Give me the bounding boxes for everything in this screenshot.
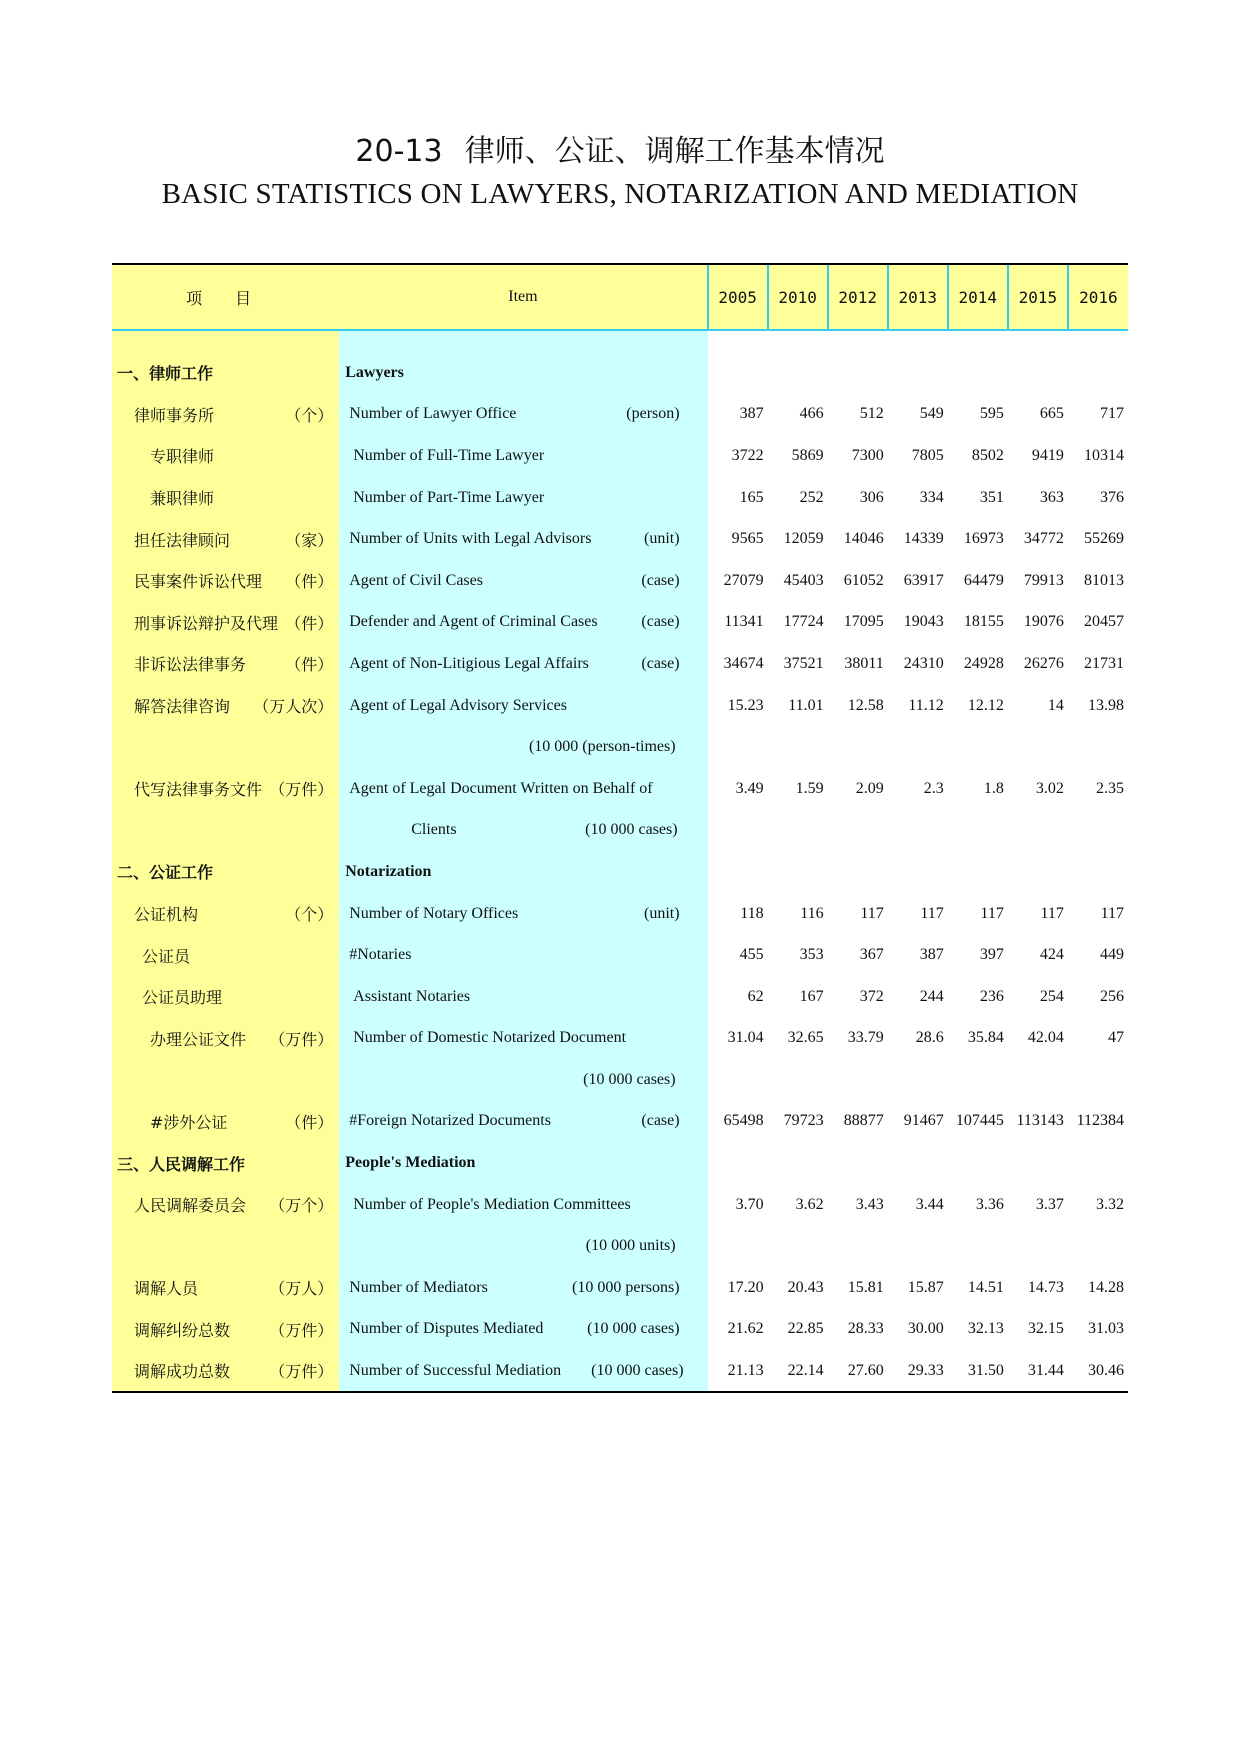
cell-value: 79913 (1023, 571, 1064, 589)
cell-value: 449 (1100, 946, 1124, 964)
row-unit-en: (10 000 units) (585, 1237, 676, 1255)
row-label-en: Agent of Non-Litigious Legal Affairs (349, 654, 589, 672)
title-cn-text: 律师、公证、调解工作基本情况 (464, 134, 885, 169)
cell-value: 24928 (963, 654, 1004, 672)
header-year: 2013 (888, 264, 948, 330)
row-unit-en: (10 000 cases) (591, 1361, 684, 1379)
row-label-cn: 解答法律咨询 (134, 697, 231, 717)
cell-value: 12059 (783, 530, 824, 548)
row-label-en: Number of Notary Offices (349, 904, 519, 922)
cell-value: 3.62 (795, 1195, 824, 1213)
cell-value: 16973 (963, 530, 1004, 548)
cell-value: 62 (747, 987, 764, 1005)
cell-value: 665 (1039, 405, 1064, 423)
cell-value: 65498 (723, 1112, 764, 1130)
cell-value: 252 (799, 488, 824, 506)
table-header (112, 264, 1128, 330)
cell-value: 3.43 (855, 1195, 884, 1213)
table-row (112, 685, 1128, 727)
cell-value: 5869 (791, 446, 824, 464)
cell-value: 19043 (903, 613, 944, 631)
cell-value: 32.13 (967, 1320, 1004, 1338)
table-row (112, 477, 1128, 519)
cell-value: 1.8 (983, 779, 1004, 797)
cell-value: 21.13 (708, 1350, 768, 1392)
table-row (112, 435, 1128, 477)
header-year: 2015 (1008, 264, 1068, 330)
cell-value: 236 (979, 987, 1004, 1005)
cell-value: 244 (919, 987, 944, 1005)
table-row-continuation (112, 810, 1128, 852)
section-title-en: Lawyers (339, 352, 707, 394)
cell-value: 1.59 (795, 779, 824, 797)
row-label-en: Agent of Legal Document Written on Behalf of (349, 779, 653, 797)
cell-value: 34772 (1023, 530, 1064, 548)
row-label-en: Assistant Notaries (353, 987, 471, 1005)
row-label-cn: 代写法律事务文件 (134, 780, 263, 800)
row-label-cn: 公证机构 (134, 905, 199, 925)
cell-value: 22.85 (787, 1320, 824, 1338)
table-row-continuation (112, 1225, 1128, 1267)
header-year: 2016 (1068, 264, 1128, 330)
cell-value: 38011 (844, 654, 884, 672)
cell-value: 14.51 (967, 1278, 1004, 1296)
header-item-cn: 项 目 (112, 264, 339, 330)
cell-value: 165 (739, 488, 764, 506)
cell-value: 10314 (1084, 446, 1124, 464)
row-label-cn: 律师事务所 (134, 405, 215, 425)
cell-value: 31.50 (948, 1350, 1008, 1392)
row-label-en: Agent of Legal Advisory Services (349, 696, 567, 714)
table-row (112, 768, 1128, 810)
table-row (112, 643, 1128, 685)
page-title-en: BASIC STATISTICS ON LAWYERS, NOTARIZATION AND MEDIATION (161, 178, 1079, 210)
row-unit-en: (case) (641, 1112, 680, 1130)
row-label-en: Number of Disputes Mediated (349, 1320, 544, 1338)
row-label-cn: 专职律师 (150, 447, 215, 467)
cell-value: 376 (1100, 488, 1124, 506)
row-label-en-line2: Clients (411, 821, 457, 839)
row-label-en: Number of Units with Legal Advisors (349, 530, 592, 548)
row-label-cn: 公证员 (142, 946, 191, 966)
cell-value: 7300 (851, 446, 884, 464)
cell-value: 9419 (1031, 446, 1064, 464)
cell-value: 112384 (1076, 1112, 1124, 1130)
table-row (112, 1267, 1128, 1309)
section-title-cn: 一、律师工作 (112, 352, 339, 394)
cell-value: 28.33 (847, 1320, 884, 1338)
cell-value: 42.04 (1027, 1029, 1064, 1047)
cell-value: 31.03 (1088, 1320, 1124, 1338)
cell-value: 256 (1100, 987, 1124, 1005)
cell-value: 63917 (903, 571, 944, 589)
row-label-en: Defender and Agent of Criminal Cases (349, 613, 598, 631)
row-unit-cn: （家） (285, 530, 334, 550)
row-label-en: Agent of Civil Cases (349, 571, 483, 589)
cell-value: 3722 (731, 446, 764, 464)
row-unit-en: (unit) (644, 530, 680, 548)
row-unit-en: (10 000 cases) (585, 821, 678, 839)
row-unit-en: (person) (626, 405, 680, 423)
row-unit-en: (10 000 cases) (587, 1320, 680, 1338)
header-year: 2014 (948, 264, 1008, 330)
cell-value: 363 (1039, 488, 1064, 506)
row-label-cn: 调解成功总数 (134, 1362, 231, 1382)
row-unit-cn: （个） (285, 905, 334, 925)
cell-value: 13.98 (1088, 696, 1124, 714)
cell-value: 32.65 (787, 1029, 824, 1047)
section-row-lawyers (112, 352, 1128, 394)
cell-value: 107445 (955, 1112, 1004, 1130)
row-label-cn: 人民调解委员会 (134, 1196, 247, 1216)
row-label-en: Number of Mediators (349, 1278, 488, 1296)
row-label-cn: 非诉讼法律事务 (134, 655, 247, 675)
cell-value: 512 (859, 405, 884, 423)
cell-value: 117 (860, 904, 884, 922)
cell-value: 113143 (1016, 1112, 1064, 1130)
cell-value: 20.43 (787, 1278, 824, 1296)
row-unit-en: (case) (641, 571, 680, 589)
row-unit-en: (10 000 cases) (583, 1070, 676, 1088)
cell-value: 64479 (963, 571, 1004, 589)
cell-value: 397 (979, 946, 1004, 964)
cell-value: 2.35 (1096, 779, 1124, 797)
row-label-cn: 公证员助理 (142, 988, 223, 1008)
section-title-cn: 三、人民调解工作 (112, 1142, 339, 1184)
cell-value: 31.44 (1008, 1350, 1068, 1392)
table-row (112, 1101, 1128, 1143)
cell-value: 351 (979, 488, 1004, 506)
cell-value: 3.49 (735, 779, 764, 797)
cell-value: 118 (740, 904, 764, 922)
cell-value: 33.79 (847, 1029, 884, 1047)
cell-value: 27079 (723, 571, 764, 589)
cell-value: 387 (739, 405, 764, 423)
cell-value: 3.44 (915, 1195, 944, 1213)
section-row-mediation (112, 1142, 1128, 1184)
cell-value: 367 (859, 946, 884, 964)
table-row (112, 1309, 1128, 1351)
row-label-en: Number of Full-Time Lawyer (353, 446, 545, 464)
table-row-continuation (112, 1059, 1128, 1101)
cell-value: 595 (979, 405, 1004, 423)
table-row (112, 1350, 1128, 1392)
row-unit-cn: （万件） (269, 780, 334, 800)
table-row (112, 1184, 1128, 1226)
cell-value: 18155 (963, 613, 1004, 631)
table-body (112, 330, 1128, 1392)
row-unit-en: (unit) (644, 904, 680, 922)
table-row (112, 602, 1128, 644)
row-unit-cn: （万件） (269, 1362, 334, 1382)
cell-value: 306 (859, 488, 884, 506)
row-unit-cn: （万人次） (253, 697, 334, 717)
cell-value: 35.84 (967, 1029, 1004, 1047)
section-title-en: People's Mediation (339, 1142, 707, 1184)
cell-value: 11.12 (908, 696, 944, 714)
row-label-en: Number of Part-Time Lawyer (353, 488, 545, 506)
cell-value: 117 (920, 904, 944, 922)
section-title-en: Notarization (339, 851, 707, 893)
row-unit-en: (case) (641, 613, 680, 631)
table-row (112, 560, 1128, 602)
cell-value: 3.70 (735, 1195, 764, 1213)
row-label-en: Number of Lawyer Office (349, 405, 517, 423)
cell-value: 30.46 (1068, 1350, 1128, 1392)
cell-value: 14.73 (1027, 1278, 1064, 1296)
row-unit-cn: （件） (285, 1112, 334, 1132)
section-title-cn: 二、公证工作 (112, 851, 339, 893)
row-unit-en: (10 000 persons) (572, 1278, 680, 1296)
cell-value: 17095 (843, 613, 884, 631)
statistics-table (112, 263, 1128, 1393)
cell-value: 81013 (1084, 571, 1124, 589)
cell-value: 9565 (731, 530, 764, 548)
table-row (112, 976, 1128, 1018)
cell-value: 11.01 (788, 696, 824, 714)
row-label-cn: 民事案件诉讼代理 (134, 572, 263, 592)
cell-value: 61052 (843, 571, 884, 589)
table-row (112, 1018, 1128, 1060)
cell-value: 3.02 (1035, 779, 1064, 797)
cell-value: 17724 (783, 613, 824, 631)
cell-value: 17.20 (727, 1278, 764, 1296)
cell-value: 29.33 (888, 1350, 948, 1392)
cell-value: 11341 (724, 613, 764, 631)
row-label-en: Number of Domestic Notarized Document (353, 1029, 627, 1047)
row-label-en: #Notaries (349, 946, 412, 964)
row-label-cn: 调解人员 (134, 1279, 199, 1299)
header-year: 2012 (828, 264, 888, 330)
row-label-cn: 办理公证文件 (150, 1029, 247, 1049)
cell-value: 2.09 (855, 779, 884, 797)
section-row-notarization (112, 851, 1128, 893)
table-row (112, 394, 1128, 436)
row-unit-en: (10 000 (person-times) (528, 738, 676, 756)
cell-value: 32.15 (1027, 1320, 1064, 1338)
cell-value: 22.14 (768, 1350, 828, 1392)
cell-value: 24310 (903, 654, 944, 672)
header-item-en: Item (339, 264, 707, 330)
cell-value: 12.58 (847, 696, 884, 714)
cell-value: 116 (800, 904, 824, 922)
cell-value: 334 (919, 488, 944, 506)
cell-value: 387 (919, 946, 944, 964)
header-year: 2010 (768, 264, 828, 330)
cell-value: 15.81 (847, 1278, 884, 1296)
cell-value: 117 (1100, 904, 1124, 922)
page-title-cn (0, 126, 1240, 170)
row-unit-cn: （件） (285, 613, 334, 633)
cell-value: 45403 (783, 571, 824, 589)
cell-value: 549 (919, 405, 944, 423)
row-unit-cn: （件） (285, 572, 334, 592)
row-label-en: Number of Successful Mediation (349, 1361, 562, 1379)
cell-value: 14 (1047, 696, 1064, 714)
cell-value: 14046 (843, 530, 884, 548)
row-label-cn: 调解纠纷总数 (134, 1320, 231, 1340)
table-row (112, 934, 1128, 976)
cell-value: 88877 (843, 1112, 884, 1130)
cell-value: 3.32 (1096, 1195, 1124, 1213)
cell-value: 2.3 (923, 779, 944, 797)
cell-value: 3.36 (975, 1195, 1004, 1213)
header-year: 2005 (708, 264, 768, 330)
row-label-cn: 担任法律顾问 (134, 530, 231, 550)
cell-value: 21731 (1084, 654, 1124, 672)
cell-value: 28.6 (915, 1029, 944, 1047)
cell-value: 37521 (783, 654, 824, 672)
table-row (112, 893, 1128, 935)
cell-value: 7805 (911, 446, 944, 464)
statistics-table-container (112, 263, 1128, 1393)
row-label-en: #Foreign Notarized Documents (349, 1112, 551, 1130)
cell-value: 466 (799, 405, 824, 423)
cell-value: 117 (980, 904, 1004, 922)
row-unit-en: (case) (641, 654, 680, 672)
cell-value: 21.62 (727, 1320, 764, 1338)
cell-value: 254 (1039, 987, 1064, 1005)
cell-value: 30.00 (907, 1320, 944, 1338)
cell-value: 55269 (1084, 530, 1124, 548)
row-unit-cn: （个） (285, 405, 334, 425)
row-label-cn: 兼职律师 (150, 489, 215, 509)
cell-value: 424 (1039, 946, 1064, 964)
row-label-en: Number of People's Mediation Committees (353, 1195, 631, 1213)
cell-value: 372 (859, 987, 884, 1005)
cell-value: 717 (1100, 405, 1124, 423)
row-unit-cn: （万人） (269, 1279, 334, 1299)
cell-value: 27.60 (828, 1350, 888, 1392)
cell-value: 353 (799, 946, 824, 964)
table-row (112, 518, 1128, 560)
cell-value: 3.37 (1035, 1195, 1064, 1213)
cell-value: 455 (739, 946, 764, 964)
row-label-cn: #涉外公证 (150, 1112, 228, 1132)
row-unit-cn: （件） (285, 655, 334, 675)
cell-value: 15.87 (907, 1278, 944, 1296)
table-number: 20-13 (355, 134, 443, 169)
cell-value: 34674 (723, 654, 764, 672)
cell-value: 15.23 (727, 696, 764, 714)
cell-value: 19076 (1023, 613, 1064, 631)
cell-value: 117 (1040, 904, 1064, 922)
row-unit-cn: （万个） (269, 1196, 334, 1216)
cell-value: 26276 (1023, 654, 1064, 672)
cell-value: 14339 (903, 530, 944, 548)
cell-value: 79723 (783, 1112, 824, 1130)
cell-value: 8502 (971, 446, 1004, 464)
row-unit-cn: （万件） (269, 1029, 334, 1049)
row-unit-cn: （万件） (269, 1320, 334, 1340)
cell-value: 91467 (903, 1112, 944, 1130)
row-label-cn: 刑事诉讼辩护及代理 (134, 613, 279, 633)
table-row-continuation (112, 726, 1128, 768)
cell-value: 12.12 (967, 696, 1004, 714)
cell-value: 31.04 (727, 1029, 764, 1047)
cell-value: 14.28 (1088, 1278, 1124, 1296)
cell-value: 20457 (1084, 613, 1124, 631)
cell-value: 47 (1108, 1029, 1124, 1047)
cell-value: 167 (799, 987, 824, 1005)
